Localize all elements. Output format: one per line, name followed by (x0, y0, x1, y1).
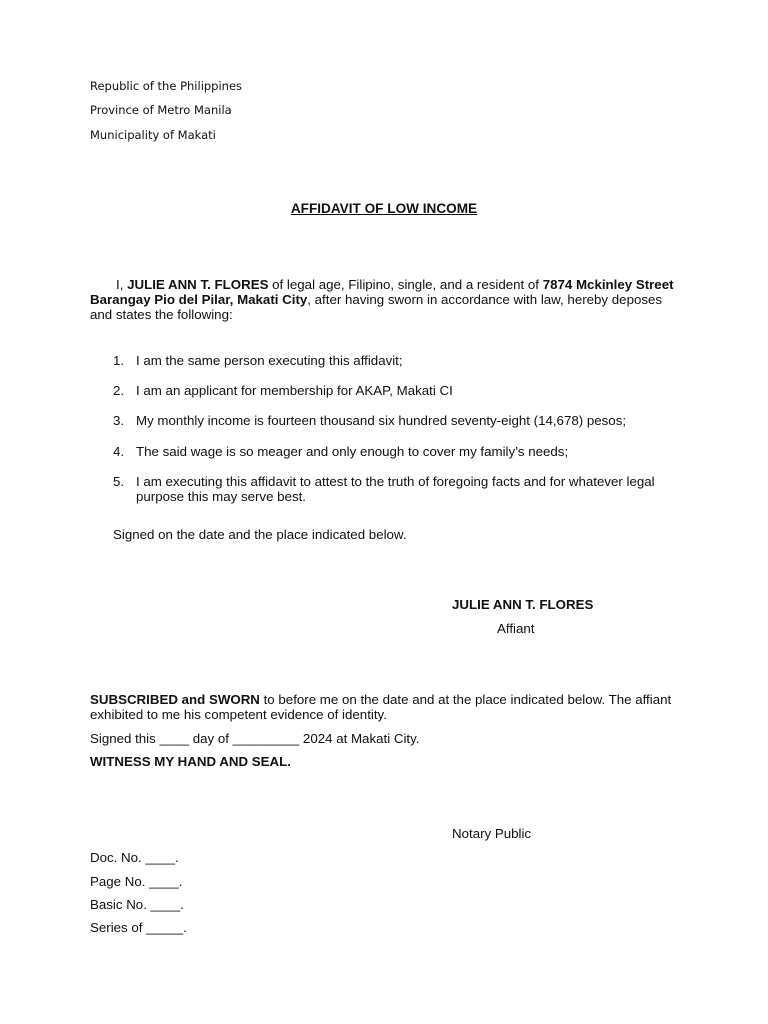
series-line: Series of _____. (90, 920, 187, 935)
list-item-number: 2. (113, 383, 125, 398)
jurat-text: to before me on the date and at the place indicated below. The affiant exhibited to me his competent evidence of identity. (90, 692, 672, 722)
list-item (113, 474, 683, 504)
affiant-name-inline: JULIE ANN T. FLORES (127, 277, 269, 292)
intro-text-1: I, (116, 277, 128, 292)
list-item-text: I am the same person executing this affidavit; (136, 353, 403, 368)
signed-note: Signed on the date and the place indicated below. (113, 527, 407, 542)
list-item-number: 4. (113, 444, 125, 459)
list-item-number: 3. (113, 413, 125, 428)
header-republic: Republic of the Philippines (90, 79, 243, 93)
jurat-lead: SUBSCRIBED and SWORN (90, 692, 260, 707)
list-item (113, 444, 683, 459)
list-item-text: The said wage is so meager and only enough to cover my family’s needs; (136, 444, 569, 459)
intro-paragraph (90, 277, 680, 322)
intro-text-2: of legal age, Filipino, single, and a resident of (268, 277, 543, 292)
list-item-text: I am executing this affidavit to attest to the truth of foregoing facts and for whatever legal purpose this may serve best. (136, 474, 655, 504)
affiant-label: Affiant (497, 621, 535, 636)
document-title: AFFIDAVIT OF LOW INCOME (290, 201, 478, 216)
list-item (113, 353, 683, 368)
doc-no-line: Doc. No. ____. (90, 850, 179, 865)
list-item (113, 383, 683, 398)
jurat-paragraph (90, 692, 680, 722)
basic-no-line: Basic No. ____. (90, 897, 184, 912)
intro-text-3: , after having sworn in accordance with law, hereby deposes and states the following: (90, 292, 663, 322)
list-item-number: 1. (113, 353, 125, 368)
page-no-line: Page No. ____. (90, 874, 183, 889)
signed-this-line: Signed this ____ day of _________ 2024 at Makati City. (90, 731, 420, 746)
witness-line: WITNESS MY HAND AND SEAL. (90, 754, 291, 769)
header-province: Province of Metro Manila (90, 103, 232, 117)
header-municipality: Municipality of Makati (90, 128, 216, 142)
list-item (113, 413, 683, 428)
notary-public-label: Notary Public (452, 826, 532, 841)
affiant-signature-name: JULIE ANN T. FLORES (452, 597, 594, 612)
list-item-number: 5. (113, 474, 125, 489)
list-item-text: I am an applicant for membership for AKAP, Makati CI (136, 383, 453, 398)
affiant-address: 7874 Mckinley Street Barangay Pio del Pilar, Makati City (90, 277, 674, 307)
list-item-text: My monthly income is fourteen thousand six hundred seventy-eight (14,678) pesos; (136, 413, 627, 428)
